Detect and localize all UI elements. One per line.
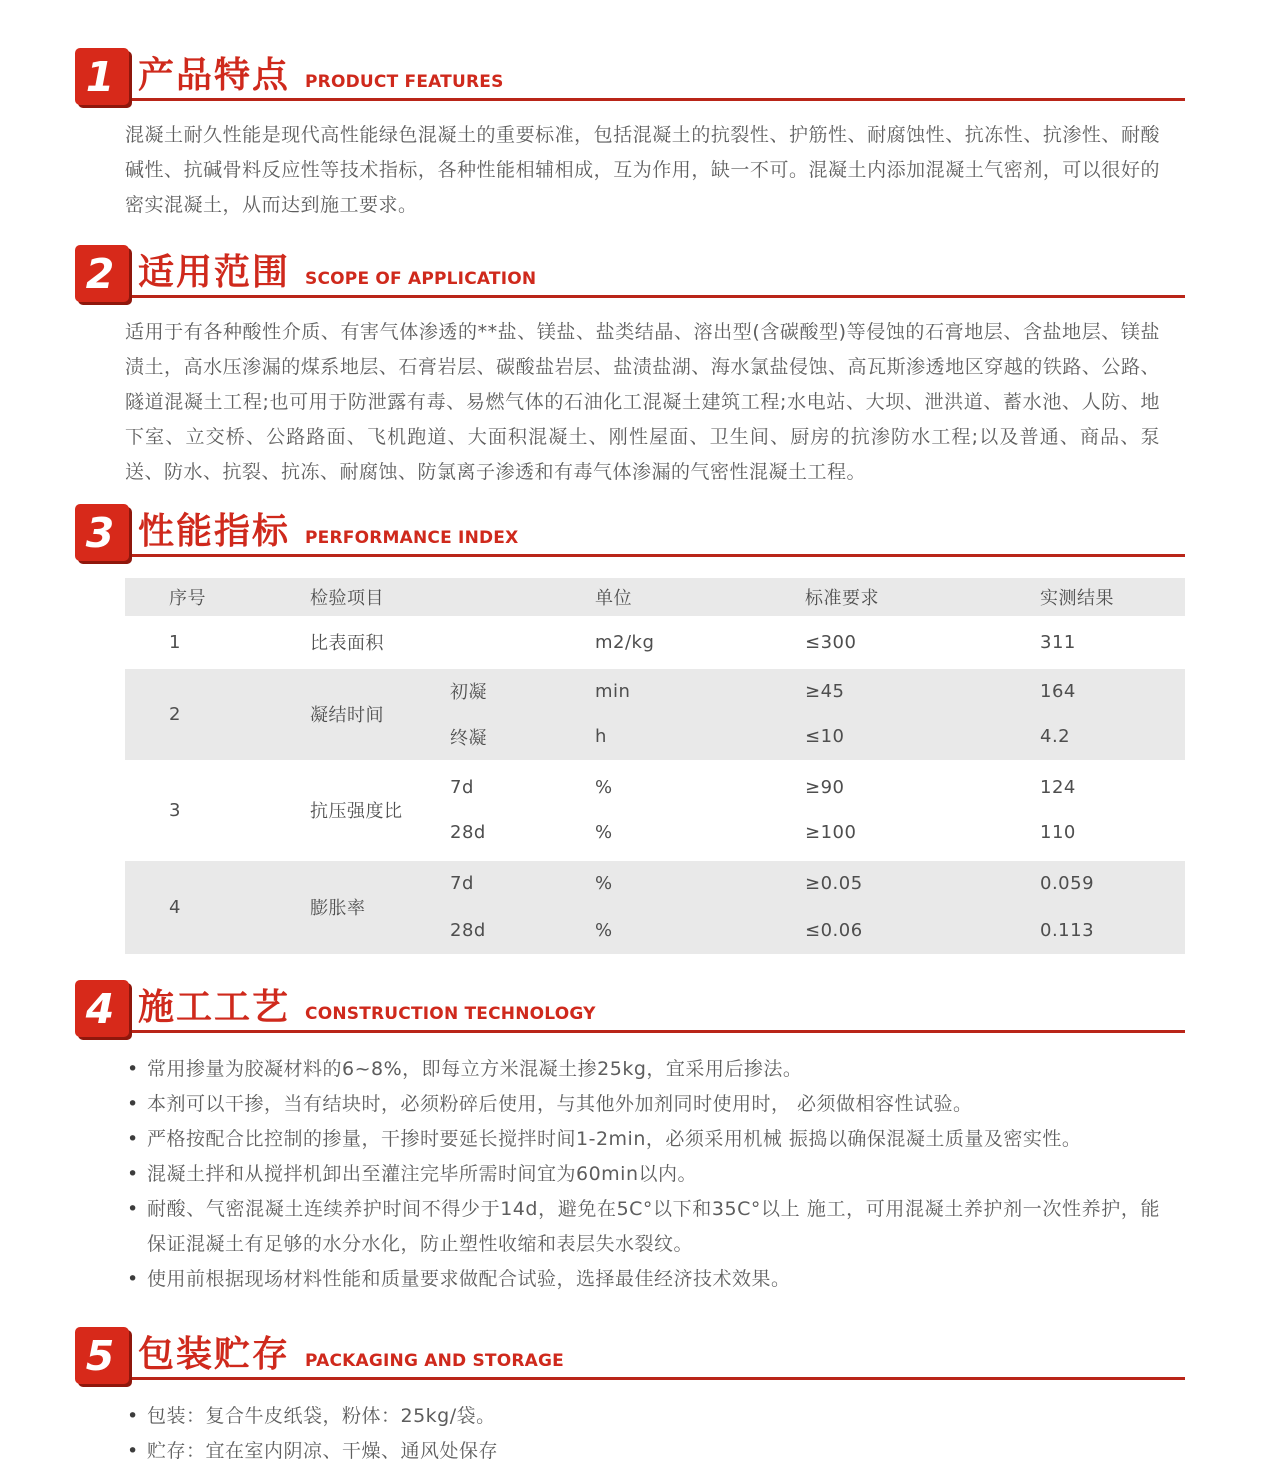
list-item: • 常用掺量为胶凝材料的6~8%，即每立方米混凝土掺25kg，宜采用后掺法。 bbox=[125, 1052, 1160, 1087]
section-1-title: 产品特点 bbox=[138, 55, 291, 97]
cell-item: 膨胀率 bbox=[310, 858, 450, 954]
header-cell-standard: 标准要求 bbox=[805, 578, 1040, 618]
performance-table-header bbox=[125, 578, 1185, 618]
cell-standard: ≥90 bbox=[805, 776, 845, 798]
table-row bbox=[125, 858, 1185, 906]
section-3-number: 3 bbox=[85, 508, 115, 557]
cell-result: 311 bbox=[1040, 631, 1076, 653]
table-group-3 bbox=[125, 762, 1185, 858]
table-row bbox=[125, 618, 1185, 666]
section-4-number-badge bbox=[75, 980, 129, 1037]
cell-subitem: 终凝 bbox=[450, 714, 595, 762]
cell-unit: % bbox=[595, 822, 613, 844]
section-2-paragraph: 适用于有各种酸性介质、有害气体渗透的**盐、镁盐、盐类结晶、溶出型(含碳酸型)等侵蚀的石膏地层、含盐地层、镁盐渍土，高水压渗漏的煤系地层、石膏岩层、碳酸盐岩层、盐渍盐湖、海水氯盐侵蚀、高瓦斯渗透地区穿越的铁路、公路、隧道混凝土工程;也可用于防泄露有毒、易燃气体的石油化工混凝土建筑工程;水电站、大坝、泄洪道、蓄水池、人防、地下室、立交桥、公路路面、飞机跑道、大面积混凝土、刚性屋面、卫生间、厨房的抗渗防水工程;以及普通、商品、泵送、防水、抗裂、抗冻、耐腐蚀、防氯离子渗透和有毒气体渗漏的气密性混凝土工程。 bbox=[125, 321, 1160, 483]
section-performance-index bbox=[75, 504, 1185, 954]
list-item: • 包装：复合牛皮纸袋，粉体：25kg/袋。 bbox=[125, 1399, 1160, 1434]
section-1-paragraph: 混凝土耐久性能是现代高性能绿色混凝土的重要标准，包括混凝土的抗裂性、护筋性、耐腐蚀性、抗冻性、抗渗性、耐酸碱性、抗碱骨料反应性等技术指标，各种性能相辅相成，互为作用，缺一不可。混凝土内添加混凝土气密剂，可以很好的密实混凝土，从而达到施工要求。 bbox=[125, 124, 1160, 216]
section-4-header bbox=[75, 980, 1185, 1038]
cell-result: 0.059 bbox=[1040, 858, 1185, 906]
cell-result: 164 bbox=[1040, 666, 1185, 714]
cell-unit: min bbox=[595, 666, 805, 714]
section-scope-of-application bbox=[75, 245, 1185, 490]
section-3-titles bbox=[130, 504, 1185, 557]
section-5-number: 5 bbox=[85, 1331, 115, 1380]
section-3-title: 性能指标 bbox=[138, 511, 291, 553]
cell-subitem: 28d bbox=[450, 906, 595, 954]
section-5-title: 包装贮存 bbox=[138, 1334, 291, 1376]
cell-standard: ≥45 bbox=[805, 666, 1040, 714]
section-1-number: 1 bbox=[85, 52, 115, 101]
section-5-subtitle: PACKAGING AND STORAGE bbox=[305, 1351, 564, 1371]
section-5-header bbox=[75, 1327, 1185, 1385]
cell-result: 0.113 bbox=[1040, 906, 1185, 954]
section-3-header bbox=[75, 504, 1185, 562]
cell-subitem: 7d bbox=[450, 858, 595, 906]
section-4-title: 施工工艺 bbox=[138, 987, 291, 1029]
cell-unit: h bbox=[595, 714, 805, 762]
table-row bbox=[125, 762, 1185, 810]
list-item: • 使用前根据现场材料性能和质量要求做配合试验，选择最佳经济技术效果。 bbox=[125, 1262, 1160, 1297]
section-1-header bbox=[75, 48, 1185, 106]
cell-no: 3 bbox=[169, 799, 181, 821]
performance-table bbox=[125, 578, 1185, 954]
section-2-title: 适用范围 bbox=[138, 252, 291, 294]
cell-unit: m2/kg bbox=[595, 631, 655, 653]
section-1-number-badge bbox=[75, 48, 129, 105]
section-4-number: 4 bbox=[85, 984, 115, 1033]
cell-unit: % bbox=[595, 776, 613, 798]
header-cell-no: 序号 bbox=[125, 578, 310, 618]
section-3-subtitle: PERFORMANCE INDEX bbox=[305, 528, 519, 548]
cell-no: 4 bbox=[125, 858, 310, 954]
list-item: • 贮存：宜在室内阴凉、干燥、通风处保存 bbox=[125, 1434, 1160, 1469]
table-row bbox=[125, 666, 1185, 714]
table-header-row bbox=[125, 578, 1185, 618]
cell-item: 比表面积 bbox=[310, 633, 384, 654]
table-group-2 bbox=[125, 666, 1185, 762]
cell-standard: ≤10 bbox=[805, 714, 1040, 762]
cell-standard: ≤300 bbox=[805, 631, 857, 653]
cell-subitem: 7d bbox=[450, 776, 474, 798]
section-2-number-badge bbox=[75, 245, 129, 302]
section-5-titles bbox=[130, 1327, 1185, 1380]
section-4-subtitle: CONSTRUCTION TECHNOLOGY bbox=[305, 1004, 596, 1024]
list-item: • 耐酸、气密混凝土连续养护时间不得少于14d，避免在5C°以下和35C°以上 施工，可用混凝土养护剂一次性养护，能保证混凝土有足够的水分水化，防止塑性收缩和表层失水裂纹。 bbox=[125, 1192, 1160, 1262]
cell-result: 4.2 bbox=[1040, 714, 1185, 762]
table-group-4 bbox=[125, 858, 1185, 954]
section-construction-technology bbox=[75, 980, 1185, 1297]
cell-unit: % bbox=[595, 858, 805, 906]
cell-item: 抗压强度比 bbox=[310, 801, 403, 822]
list-item: • 混凝土拌和从搅拌机卸出至灌注完毕所需时间宜为60min以内。 bbox=[125, 1157, 1160, 1192]
packaging-bullet-list bbox=[125, 1399, 1160, 1469]
section-packaging-and-storage bbox=[75, 1327, 1185, 1469]
header-cell-result: 实测结果 bbox=[1040, 578, 1185, 618]
cell-no: 1 bbox=[169, 631, 181, 653]
section-2-subtitle: SCOPE OF APPLICATION bbox=[305, 269, 537, 289]
header-cell-unit: 单位 bbox=[595, 578, 805, 618]
cell-unit: % bbox=[595, 906, 805, 954]
section-1-subtitle: PRODUCT FEATURES bbox=[305, 72, 504, 92]
cell-standard: ≥0.05 bbox=[805, 858, 1040, 906]
cell-subitem: 28d bbox=[450, 822, 486, 844]
cell-subitem: 初凝 bbox=[450, 666, 595, 714]
section-1-titles bbox=[130, 48, 1185, 101]
section-4-titles bbox=[130, 980, 1185, 1033]
table-group-1 bbox=[125, 618, 1185, 666]
section-2-titles bbox=[130, 245, 1185, 298]
cell-standard: ≥100 bbox=[805, 822, 857, 844]
header-cell-item: 检验项目 bbox=[310, 578, 595, 618]
section-2-number: 2 bbox=[85, 249, 115, 298]
cell-result: 110 bbox=[1040, 822, 1076, 844]
cell-item: 凝结时间 bbox=[310, 666, 450, 762]
section-product-features bbox=[75, 0, 1185, 223]
cell-result: 124 bbox=[1040, 776, 1076, 798]
construction-bullet-list bbox=[125, 1052, 1160, 1297]
section-3-number-badge bbox=[75, 504, 129, 561]
list-item: • 本剂可以干掺，当有结块时，必须粉碎后使用，与其他外加剂同时使用时， 必须做相容性试验。 bbox=[125, 1087, 1160, 1122]
cell-no: 2 bbox=[125, 666, 310, 762]
cell-standard: ≤0.06 bbox=[805, 906, 1040, 954]
section-2-header bbox=[75, 245, 1185, 303]
section-5-number-badge bbox=[75, 1327, 129, 1384]
list-item: • 严格按配合比控制的掺量，干掺时要延长搅拌时间1-2min，必须采用机械 振捣以确保混凝土质量及密实性。 bbox=[125, 1122, 1160, 1157]
